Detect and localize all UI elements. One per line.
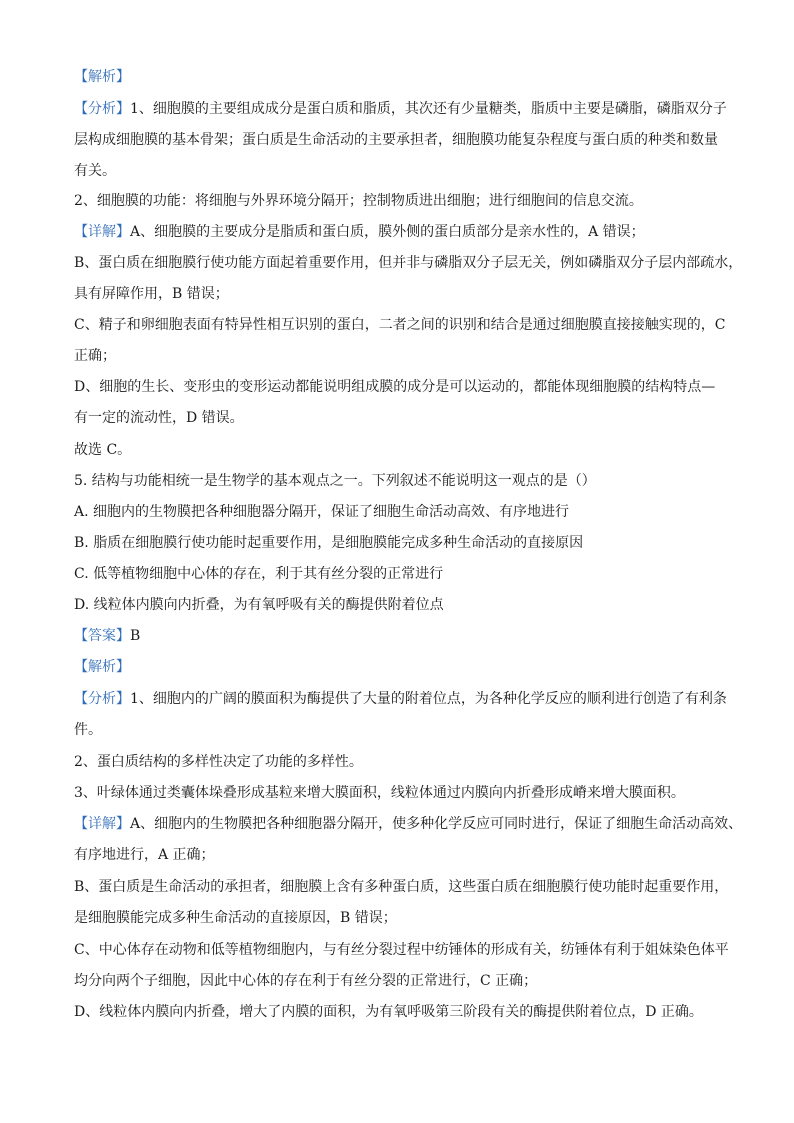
analysis-point-2: 2、蛋白质结构的多样性决定了功能的多样性。 [74, 754, 363, 770]
detail-paragraph [74, 814, 742, 834]
analysis-paragraph [74, 99, 727, 119]
detail-option-d-cont: 有一定的流动性，D 错误。 [74, 410, 244, 426]
analysis-point-3: 3、叶绿体通过类囊体垛叠形成基粒来增大膜面积，线粒体通过内膜向内折叠形成嵴来增大膜面积。 [74, 785, 685, 801]
detail-tag: 【详解】 [74, 224, 130, 240]
detail-text: A、细胞内的生物膜把各种细胞器分隔开，使多种化学反应可同时进行，保证了细胞生命活动高效、 [130, 816, 743, 832]
analysis-text: 件。 [74, 722, 102, 738]
analysis-tag: 【分析】 [74, 691, 130, 707]
detail-option-c: C、中心体存在动物和低等植物细胞内，与有丝分裂过程中纺锤体的形成有关，纺锤体有利于姐妹染色体平 [74, 942, 729, 958]
detail-option-c-cont: 正确； [74, 348, 116, 364]
detail-tag: 【详解】 [74, 816, 130, 832]
analysis-paragraph [74, 689, 727, 709]
detail-option-b: B、蛋白质是生命活动的承担者，细胞膜上含有多种蛋白质，这些蛋白质在细胞膜行使功能时起重要作用， [74, 879, 729, 895]
choose-answer: 故选 C。 [74, 442, 132, 458]
detail-option-b-cont: 是细胞膜能完成多种生命活动的直接原因，B 错误； [74, 910, 397, 926]
analysis-text: 1、细胞内的广阔的膜面积为酶提供了大量的附着位点，为各种化学反应的顺利进行创造了有利条 [130, 691, 727, 707]
detail-option-b: B、蛋白质在细胞膜行使功能方面起着重要作用，但并非与磷脂双分子层无关，例如磷脂双分子层内部疏水， [74, 255, 743, 271]
detail-option-c-cont: 均分向两个子细胞，因此中心体的存在利于有丝分裂的正常进行，C 正确； [74, 973, 538, 989]
answer-tag: 【答案】 [74, 628, 130, 644]
detail-text: A、细胞膜的主要成分是脂质和蛋白质，膜外侧的蛋白质部分是亲水性的，A 错误； [130, 224, 645, 240]
detail-option-b-cont: 具有屏障作用，B 错误； [74, 286, 229, 302]
section-heading-jiexi: 【解析】 [74, 659, 130, 675]
question-option-d: D. 线粒体内膜向内折叠，为有氧呼吸有关的酶提供附着位点 [74, 597, 444, 613]
question-option-b: B. 脂质在细胞膜行使功能时起重要作用，是细胞膜能完成多种生命活动的直接原因 [74, 535, 584, 551]
section-heading-jiexi: 【解析】 [74, 69, 130, 85]
detail-option-d: D、细胞的生长、变形虫的变形运动都能说明组成膜的成分是可以运动的，都能体现细胞膜的结构特点— [74, 379, 716, 395]
analysis-text: 层构成细胞膜的基本骨架；蛋白质是生命活动的主要承担者，细胞膜功能复杂程度与蛋白质的种类和数量 [74, 132, 718, 148]
detail-paragraph [74, 222, 645, 242]
analysis-text: 1、细胞膜的主要组成成分是蛋白质和脂质，其次还有少量糖类，脂质中主要是磷脂，磷脂双分子 [130, 101, 727, 117]
question-option-c: C. 低等植物细胞中心体的存在，利于其有丝分裂的正常进行 [74, 566, 444, 582]
detail-option-c: C、精子和卵细胞表面有特异性相互识别的蛋白，二者之间的识别和结合是通过细胞膜直接接触实现的，C [74, 317, 726, 333]
answer-value: B [130, 628, 141, 644]
detail-option-a-cont: 有序地进行，A 正确； [74, 847, 215, 863]
answer-line [74, 626, 140, 646]
analysis-tag: 【分析】 [74, 101, 130, 117]
question-option-a: A. 细胞内的生物膜把各种细胞器分隔开，保证了细胞生命活动高效、有序地进行 [74, 504, 570, 520]
detail-option-d: D、线粒体内膜向内折叠，增大了内膜的面积，为有氧呼吸第三阶段有关的酶提供附着位点，D 正确。 [74, 1004, 703, 1020]
analysis-point-2: 2、细胞膜的功能：将细胞与外界环境分隔开；控制物质进出细胞；进行细胞间的信息交流。 [74, 193, 643, 209]
analysis-text: 有关。 [74, 163, 116, 179]
question-stem: 5. 结构与功能相统一是生物学的基本观点之一。下列叙述不能说明这一观点的是（） [74, 473, 596, 489]
